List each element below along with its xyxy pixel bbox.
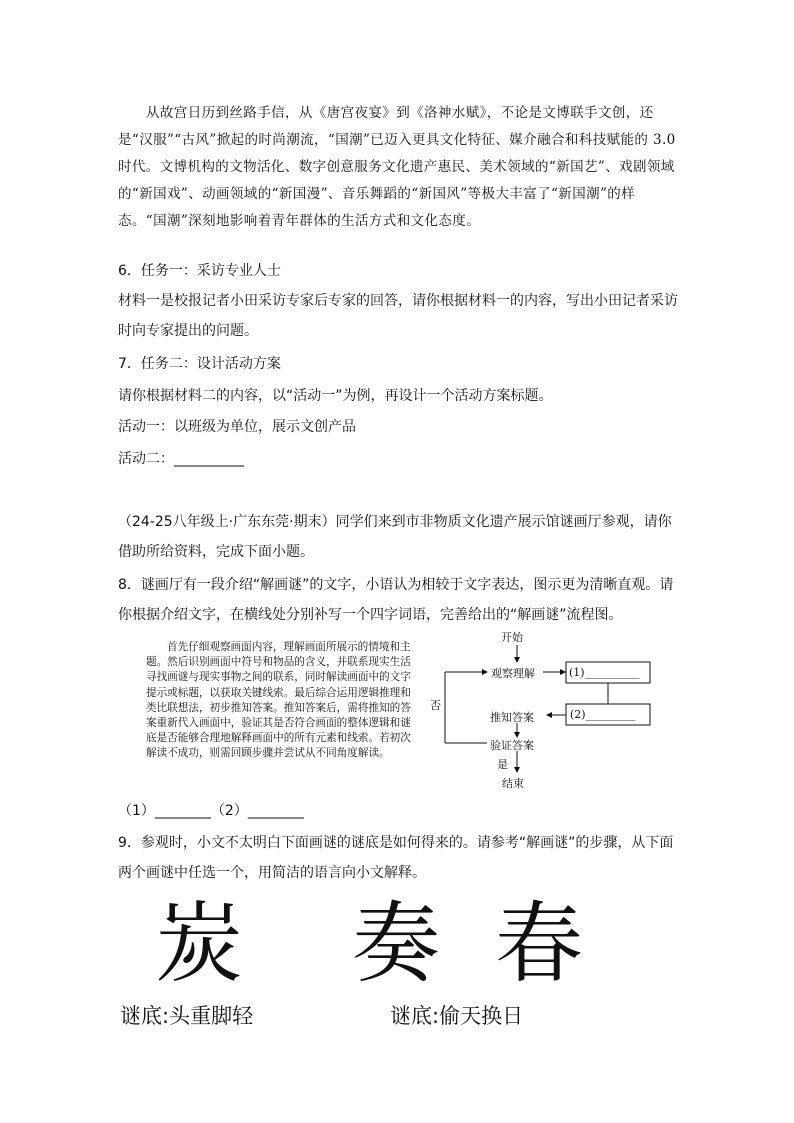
q9-line2: 两个画谜中任选一个，用简洁的语言向小文解释。 (118, 865, 426, 881)
flowchart-infer: 推知答案 (490, 711, 534, 724)
passage-paragraph: 从故宫日历到丝路手信，从《唐宫夜宴》到《洛神水赋》，不论是文博联手文创，还是“汉服”“古风”掀起的时尚潮流，“国潮”已迈入更具文化特征、媒介融合和科技赋能的 3.0 时代。文博机构的文物活化、数字创意服务文化遗产惠民、美术领域的“新国艺”、戏剧领域的“新国戏”、动画领域的“新国漫”、音乐舞蹈的“新国风”等极大丰富了“新国潮”的样态。“国潮”深刻地影响着青年群体的生活方式和文化态度。 (118, 105, 676, 229)
q8-line1: 8．谜画厅有一段介绍“解画谜”的文字，小语认为相较于文字表达，图示更为清晰直观。请 (118, 577, 674, 593)
riddle2-char2: 春 (495, 892, 584, 995)
flowchart-blank2: (2)_________ (570, 708, 636, 721)
q8-answers: （1）________（2）________ (118, 803, 304, 819)
q6-body-line1: 材料一是校报记者小田采访专家后专家的回答，请你根据材料一的内容，写出小田记者采访 (118, 293, 678, 309)
q8-intro-paragraph: 首先仔细观察画面内容，理解画面所展示的情境和主题。然后识别画面中符号和物品的含义，并联系现实生活寻找画谜与现实事物之间的联系，同时解读画面中的文字提示或标题，以获取关键线索。最后综合运用逻辑推理和类比联想法，初步推知答案。推知答案后，需将推知的答案重新代入画面中，验证其是否符合画面的整体逻辑和谜底是否能够合理地解释画面中的所有元素和线索。若初次解读不成功，则需回顾步骤并尝试从不同角度解读。 (146, 641, 411, 760)
context-line1: （24-25八年级上·广东东莞·期末）同学们来到市非物质文化遗产展示馆谜画厅参观，请你 (118, 514, 672, 530)
context-line2: 借助所给资料，完成下面小题。 (118, 544, 314, 560)
flowchart-start: 开始 (501, 631, 523, 644)
flowchart-yes-label: 是 (497, 758, 508, 771)
q7-title: 7．任务二：设计活动方案 (118, 356, 281, 372)
riddle1-caption: 谜底:头重脚轻 (120, 1004, 254, 1028)
q6-body-line2: 时向专家提出的问题。 (118, 323, 258, 339)
flowchart-blank1: (1)__________ (569, 666, 640, 679)
flowchart-end: 结束 (502, 777, 524, 790)
riddle2-char1: 奏 (352, 892, 441, 995)
q9-line1: 9．参观时，小文不太明白下面画谜的谜底是如何得来的。请参考“解画谜”的步骤，从下面 (118, 835, 674, 851)
flowchart-observe: 观察理解 (491, 667, 535, 680)
q8-intro-text (146, 640, 416, 762)
riddle2-caption: 谜底:偷天换日 (390, 1004, 524, 1028)
q7-activity2: 活动二：__________ (118, 451, 244, 467)
riddle1-char: 炭 (155, 892, 244, 995)
q6-title: 6．任务一：采访专业人士 (118, 263, 281, 279)
q7-body: 请你根据材料二的内容，以“活动一”为例，再设计一个活动方案标题。 (118, 388, 553, 404)
flowchart-no-label: 否 (430, 699, 441, 712)
flowchart (425, 625, 665, 795)
q8-line2: 你根据介绍文字，在横线处分别补写一个四字词语，完善给出的“解画谜”流程图。 (118, 607, 623, 623)
q7-activity1: 活动一：以班级为单位，展示文创产品 (118, 419, 356, 435)
flowchart-verify: 验证答案 (490, 739, 534, 752)
